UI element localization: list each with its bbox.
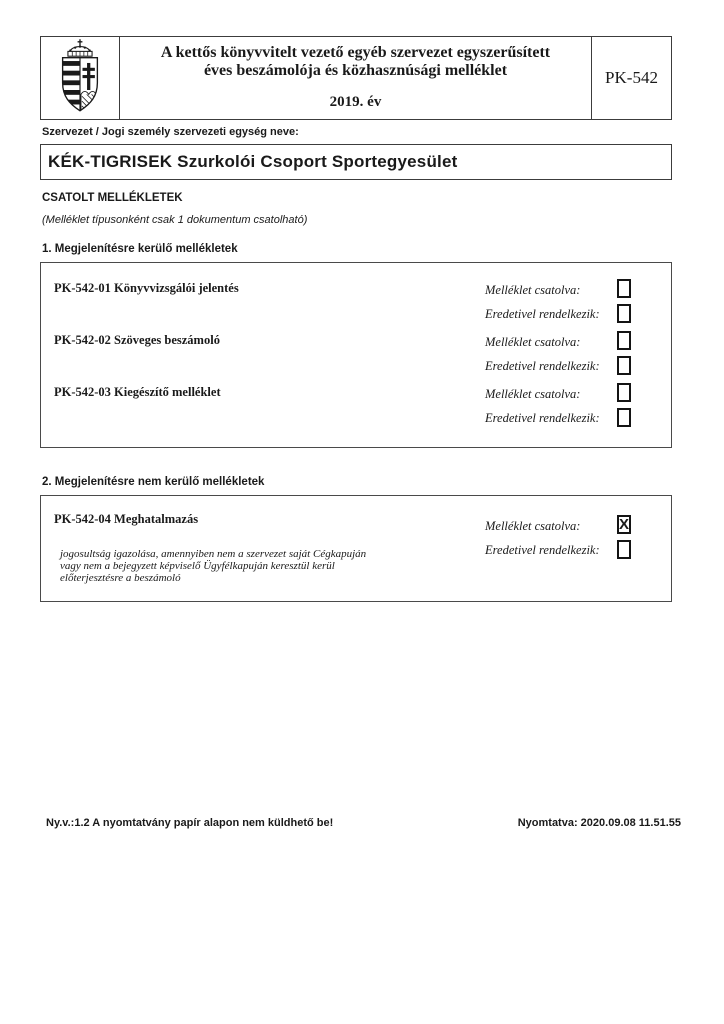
attachment-row-pk-542-03 xyxy=(41,385,671,433)
section2-box xyxy=(40,495,672,602)
original-label: Eredetivel rendelkezik: xyxy=(485,543,600,557)
attachment-row-pk-542-02 xyxy=(41,333,671,381)
attachment-title: PK-542-02 Szöveges beszámoló xyxy=(54,333,220,347)
original-checkbox[interactable] xyxy=(617,304,631,323)
attached-label: Melléklet csatolva: xyxy=(485,283,581,297)
attachment-description xyxy=(60,548,366,584)
attached-label: Melléklet csatolva: xyxy=(485,387,581,401)
attached-checkbox-checked[interactable]: X xyxy=(619,516,630,533)
attachment-description-line3: előterjesztésre a beszámoló xyxy=(60,572,181,584)
form-title-line1: A kettős könyvvitelt vezető egyéb szervezet egyszerűsített xyxy=(160,44,551,61)
org-name-field[interactable]: KÉK-TIGRISEK Szurkolói Csoport Sportegyesület xyxy=(40,144,672,180)
form-title-line2: éves beszámolója és közhasznúsági melléklet xyxy=(203,62,508,79)
attachment-description-line2: vagy nem a bejegyzett képviselő Ügyfélkapuján keresztül kerül xyxy=(60,560,335,572)
original-checkbox[interactable] xyxy=(617,540,631,559)
form-title-cell xyxy=(120,37,592,119)
attached-checkbox[interactable] xyxy=(617,331,631,350)
original-checkbox[interactable] xyxy=(617,408,631,427)
attached-checkbox[interactable] xyxy=(617,279,631,298)
section2-title: 2. Megjelenítésre nem kerülő mellékletek xyxy=(42,476,265,488)
attachment-title: PK-542-01 Könyvvizsgálói jelentés xyxy=(54,281,239,295)
form-year: 2019. év xyxy=(329,94,382,110)
attachment-description-line1: jogosultság igazolása, amennyiben nem a szervezet saját Cégkapuján xyxy=(60,548,367,560)
attachment-title: PK-542-04 Meghatalmazás xyxy=(54,512,199,526)
footer-printed-timestamp: Nyomtatva: 2020.09.08 11.51.55 xyxy=(517,817,681,829)
attachment-row-pk-542-01 xyxy=(41,281,671,329)
section1-title: 1. Megjelenítésre kerülő mellékletek xyxy=(42,243,238,255)
attached-checkbox[interactable] xyxy=(617,383,631,402)
org-name-label: Szervezet / Jogi személy szervezeti egység neve: xyxy=(42,126,299,138)
form-code: PK-542 xyxy=(605,68,658,87)
original-label: Eredetivel rendelkezik: xyxy=(485,359,600,373)
original-checkbox[interactable] xyxy=(617,356,631,375)
attachments-heading: CSATOLT MELLÉKLETEK xyxy=(42,192,183,204)
attachment-title: PK-542-03 Kiegészítő melléklet xyxy=(54,385,221,399)
footer-version-note: Ny.v.:1.2 A nyomtatvány papír alapon nem küldhető be! xyxy=(46,817,334,829)
attachment-row-pk-542-04 xyxy=(41,512,671,592)
section1-box xyxy=(40,262,672,448)
hungarian-coat-of-arms-icon xyxy=(52,38,108,119)
logo-cell xyxy=(41,37,120,119)
attached-label: Melléklet csatolva: xyxy=(485,335,581,349)
attached-label: Melléklet csatolva: xyxy=(485,519,581,533)
attachments-note: (Melléklet típusonként csak 1 dokumentum csatolható) xyxy=(42,214,308,226)
original-label: Eredetivel rendelkezik: xyxy=(485,411,600,425)
form-header xyxy=(40,36,672,120)
original-label: Eredetivel rendelkezik: xyxy=(485,307,600,321)
